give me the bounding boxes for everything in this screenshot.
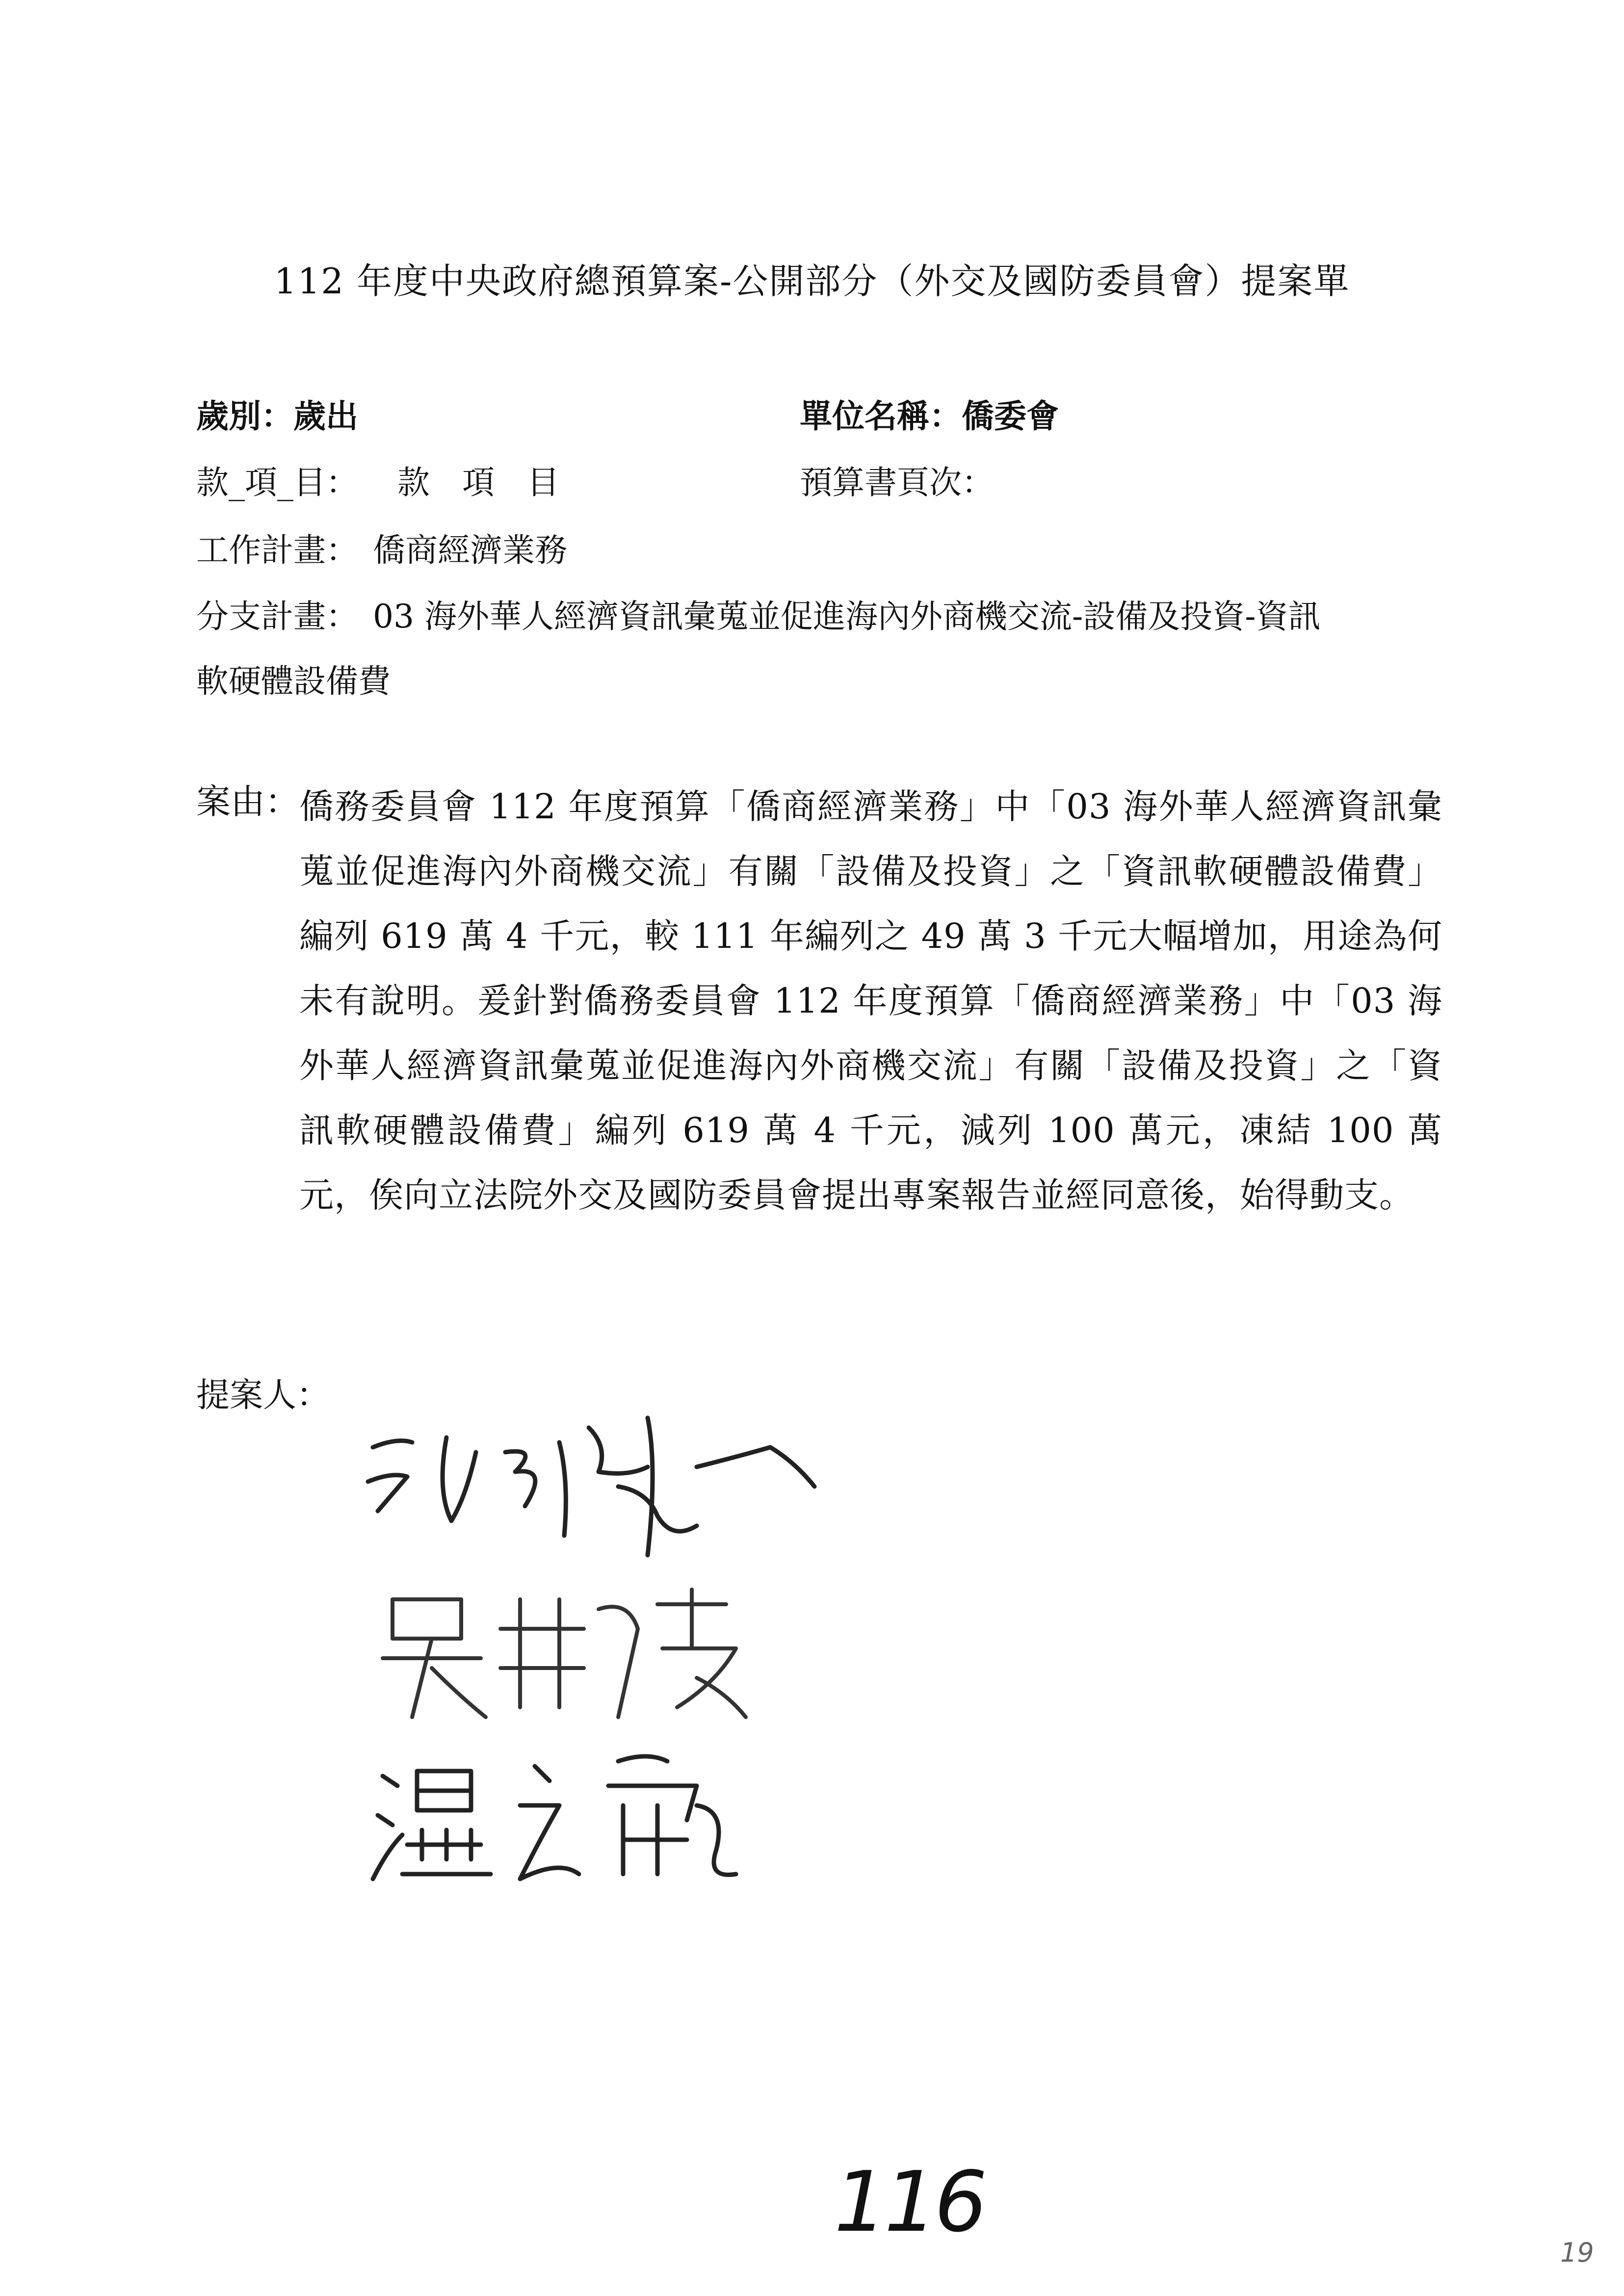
category-label: 款_項_目： [196,464,358,501]
reason-label: 案由： [196,782,299,822]
page-number-handwritten: 116 [834,2154,985,2251]
signature-3-strokes [353,1732,893,1894]
work-plan-field [196,524,567,571]
budget-page-label: 預算書頁次： [800,464,994,501]
year-type-field [196,390,358,437]
document-title: 112 年度中央政府總預算案-公開部分（外交及國防委員會）提案單 [274,261,1350,302]
budget-page-field [800,456,994,503]
sub-plan-value-line1: 03 海外華人經濟資訊彙蒐並促進海內外商機交流-設備及投資-資訊 [373,598,1321,635]
work-plan-value: 僑商經濟業務 [373,531,567,569]
corner-number-handwritten: 19 [1560,2237,1594,2268]
sub-plan-field [196,590,1321,637]
unit-field [800,390,1059,437]
year-type-label: 歲別： [196,397,293,435]
sub-plan-value-line2: 軟硬體設備費 [196,662,391,700]
year-type-value: 歲出 [293,397,358,435]
work-plan-label: 工作計畫： [196,531,358,569]
reason-text: 僑務委員會 112 年度預算「僑商經濟業務」中「03 海外華人經濟資訊彙蒐並促進海內外商機交流」有關「設備及投資」之「資訊軟硬體設備費」編列 619 萬 4 千元，較 111 年編列之 49 萬 3 千元大幅增加，用途為何未有說明。爰針對僑務委員會 112 年度預算「僑商經濟業務」中「03 海外華人經濟資訊彙蒐並促進海內外商機交流」有關「設備及投資」之「資訊軟硬體設備費」編列 619 萬 4 千元，減列 100 萬元，凍結 100 萬元，俟向立法院外交及國防委員會提出專案報告並經同意後，始得動支。 [299,786,1442,1215]
signature-1-strokes [353,1408,893,1570]
category-field [196,456,559,503]
signature-2-strokes [353,1570,893,1732]
proposer-label: 提案人： [196,1376,330,1415]
signature-3 [353,1732,893,1894]
category-value: 款 項 目 [397,464,559,501]
signature-1 [353,1408,893,1570]
unit-label: 單位名稱： [800,397,962,435]
unit-value: 僑委會 [962,397,1059,435]
signature-2 [353,1570,893,1732]
sub-plan-label: 分支計畫： [196,598,358,635]
